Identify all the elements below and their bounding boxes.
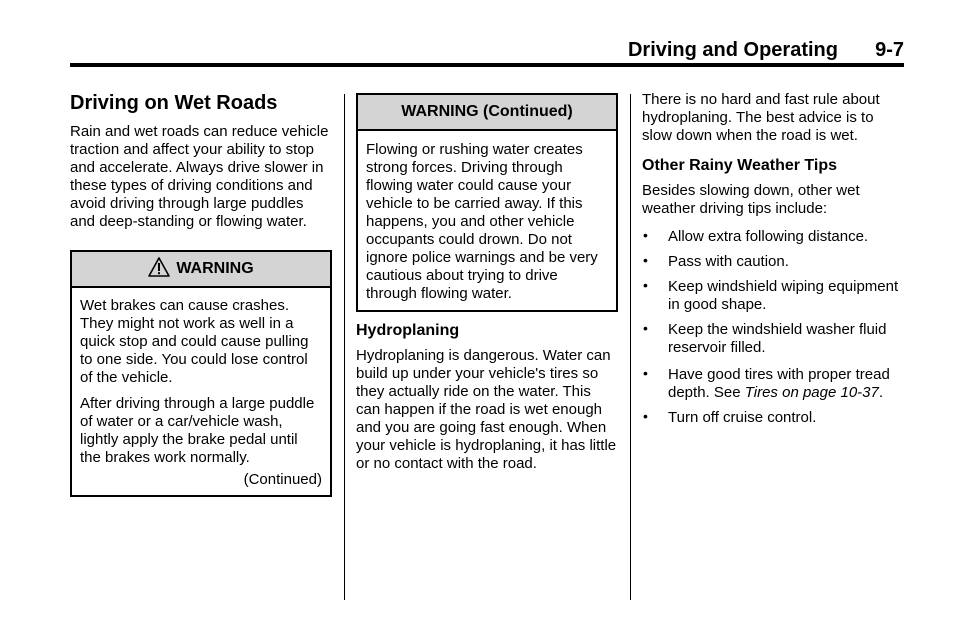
- column-1: [70, 88, 332, 497]
- body-paragraph: Hydroplaning is dangerous. Water can build up under your vehicle's tires so they actually ride on the water. This can happen if the road is wet enough and you are going fast enough. When your vehicle is hydroplaning, it has little or no contact with the road.: [356, 347, 617, 472]
- bullet: •: [643, 227, 648, 243]
- column-3: [642, 88, 906, 434]
- header-rule: [70, 63, 904, 67]
- warning-title: WARNING: [176, 260, 254, 277]
- warning-paragraph: Flowing or rushing water creates strong forces. Driving through flowing water could cause your vehicle to be carried away. If this happens, you and other vehicle occupants could drown. Do not ignore police warnings and be very cautious about trying to drive through flowing water.: [366, 141, 598, 302]
- bullet: •: [643, 408, 648, 424]
- warning-header: [358, 95, 616, 131]
- bullet: •: [643, 320, 648, 336]
- bullet: •: [643, 277, 648, 293]
- lead-paragraph: Besides slowing down, other wet weather driving tips include:: [642, 182, 860, 217]
- warning-triangle-icon: [148, 257, 170, 282]
- list-item: • Pass with caution.: [643, 252, 789, 270]
- bullet: •: [643, 365, 648, 381]
- cross-reference-link[interactable]: Tires on page 10-37: [744, 384, 879, 401]
- intro-paragraph: Rain and wet roads can reduce vehicle traction and affect your ability to stop and accelerate. Always drive slower in these types of driving conditions and avoid driving through large puddles and deep-standing or flowing water.: [70, 123, 329, 230]
- list-item: • Turn off cruise control.: [643, 408, 817, 426]
- warning-header: [72, 252, 330, 288]
- section-title: Driving and Operating: [627, 39, 838, 61]
- warning-box: [70, 250, 332, 497]
- column-2: [356, 88, 618, 473]
- subsection-heading: Hydroplaning: [356, 322, 460, 339]
- list-item: • Allow extra following distance.: [643, 227, 869, 245]
- column-divider: [630, 94, 631, 600]
- warning-title: WARNING (Continued): [401, 103, 573, 120]
- warning-body: [72, 288, 330, 495]
- subsection-heading: Other Rainy Weather Tips: [642, 157, 838, 174]
- list-item: • Have good tires with proper tread depth. See Tires on page 10-37.: [643, 365, 890, 401]
- list-item: • Keep the windshield washer fluid reservoir filled.: [643, 320, 887, 356]
- warning-paragraph: After driving through a large puddle of water or a car/vehicle wash, lightly apply the brake pedal until the brakes work normally.: [80, 395, 315, 466]
- intro-paragraph: There is no hard and fast rule about hydroplaning. The best advice is to slow down when the road is wet.: [642, 91, 880, 144]
- warning-paragraph: Wet brakes can cause crashes. They might not work as well in a quick stop and could cause pulling to one side. You could lose control of the vehicle.: [80, 297, 309, 386]
- warning-box: [356, 93, 618, 312]
- page-number: 9-7: [875, 39, 904, 61]
- tips-list: [642, 228, 906, 427]
- warning-body: [358, 131, 616, 310]
- section-heading: Driving on Wet Roads: [70, 92, 278, 114]
- bullet: •: [643, 252, 648, 268]
- list-item: • Keep windshield wiping equipment in good shape.: [643, 277, 899, 313]
- page-header: [70, 38, 904, 64]
- column-divider: [344, 94, 345, 600]
- continued-label: (Continued): [243, 471, 322, 488]
